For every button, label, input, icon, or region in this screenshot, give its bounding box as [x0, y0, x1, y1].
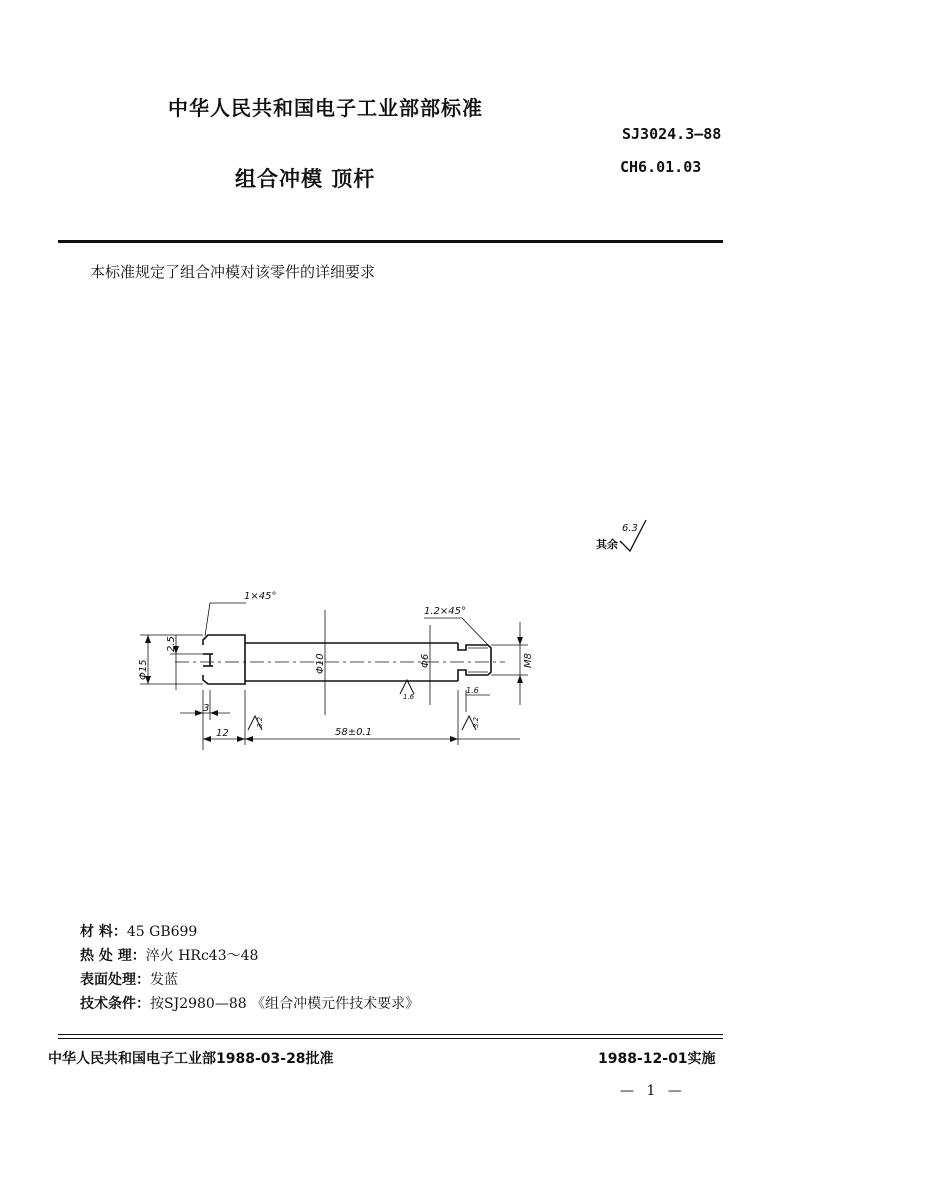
roughness-shank-icon	[400, 680, 414, 694]
effective-date: 1988-12-01实施	[598, 1051, 716, 1067]
approval-text: 中华人民共和国电子工业部1988-03-28批准	[48, 1051, 334, 1067]
scope-text: 本标准规定了组合冲模对该零件的详细要求	[90, 263, 376, 281]
dimension-texts	[138, 591, 534, 739]
spec-value: 45 GB699	[126, 924, 198, 940]
dim-head-diameter: Φ15	[138, 659, 149, 680]
spec-row-surface-treatment	[80, 968, 419, 992]
chamfer-right-label: 1.2×45°	[424, 606, 467, 617]
spec-label: 技术条件：	[80, 996, 150, 1012]
dim-slot: 2.5	[166, 636, 177, 652]
dim-total-length: 58±0.1	[335, 727, 373, 738]
roughness-head-value: 3.2	[256, 716, 264, 728]
spec-row-material	[80, 920, 419, 944]
standard-number: SJ3024.3—88	[622, 125, 722, 143]
roughness-marks	[248, 680, 476, 730]
spec-label: 表面处理：	[80, 972, 150, 988]
part-code: CH6.01.03	[620, 158, 702, 176]
dimension-lines	[140, 603, 528, 750]
dim-head-length: 12	[216, 728, 229, 739]
footer-divider-bottom	[58, 1038, 723, 1039]
dim-neck-diameter: Φ6	[420, 653, 431, 668]
chamfer-left-label: 1×45°	[244, 591, 277, 602]
footer-divider-top	[58, 1034, 723, 1035]
roughness-note-label: 其余	[596, 538, 618, 551]
spec-value: 发蓝	[150, 972, 178, 988]
org-title: 中华人民共和国电子工业部部标准	[168, 96, 483, 120]
spec-block	[80, 920, 419, 1016]
spec-value: 按SJ2980—88 《组合冲模元件技术要求》	[150, 996, 420, 1012]
spec-row-heat-treatment	[80, 944, 419, 968]
roughness-end-value: 3.2	[472, 716, 480, 728]
document-title: 组合冲模 顶杆	[235, 167, 376, 191]
spec-value: 淬火 HRc43～48	[145, 948, 259, 964]
dim-slot-width: 3	[203, 703, 210, 714]
roughness-note-value: 6.3	[622, 523, 638, 534]
spec-row-technical-conditions	[80, 992, 419, 1016]
roughness-note	[596, 520, 646, 551]
page-number: — 1 —	[620, 1083, 686, 1099]
dim-thread-relief: 1.6	[466, 686, 479, 695]
roughness-shank-value: 1.6	[403, 693, 415, 701]
part-outline	[203, 635, 491, 684]
dim-shank-diameter: Φ10	[315, 653, 326, 674]
spec-label: 材 料：	[80, 924, 127, 940]
dim-thread: M8	[523, 653, 534, 668]
spec-label: 热 处 理：	[80, 948, 146, 964]
